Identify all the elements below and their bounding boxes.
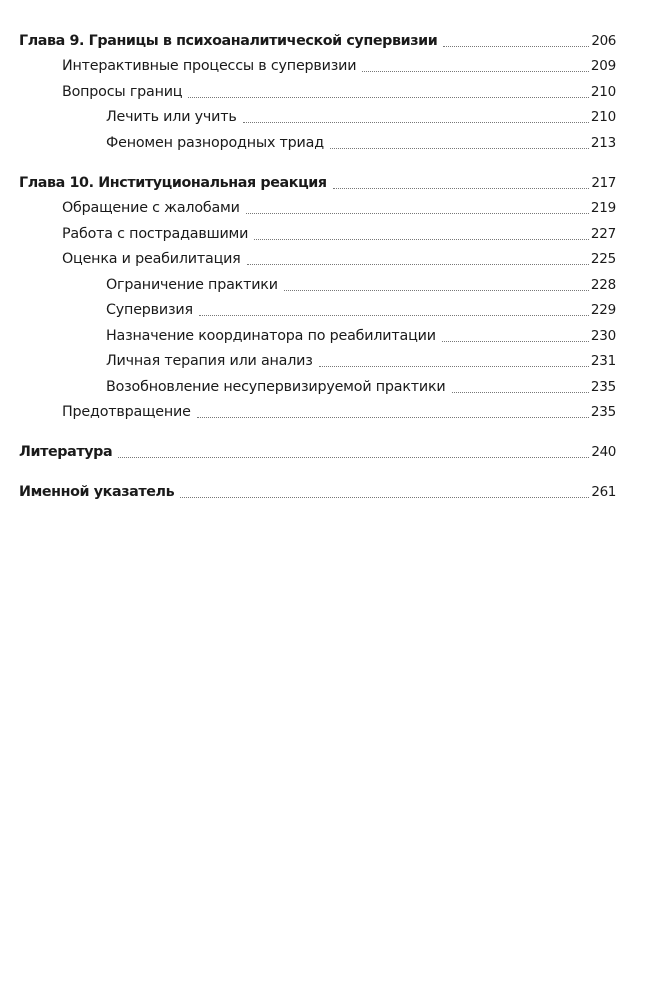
toc-entry-title: Вопросы границ: [62, 83, 183, 100]
dot-leader: [443, 45, 589, 47]
toc-entry-title: Предотвращение: [62, 404, 191, 421]
toc-entry: [0, 374, 646, 400]
toc-entry-page: 213: [590, 134, 616, 151]
toc-entry-title: Лечить или учить: [106, 109, 237, 126]
toc-entry-page: 225: [590, 251, 616, 268]
toc-entry: [0, 79, 646, 105]
dot-leader: [442, 340, 589, 342]
dot-leader: [330, 147, 589, 149]
toc-entry-page: 217: [591, 174, 616, 191]
dot-leader: [247, 263, 589, 265]
dot-leader: [188, 96, 588, 98]
dot-leader: [362, 70, 589, 72]
dot-leader: [197, 416, 589, 418]
toc-entry: [0, 221, 646, 247]
toc-entry: [0, 105, 646, 131]
toc-entry: [0, 247, 646, 273]
dot-leader: [180, 496, 589, 498]
toc-entry-title: Назначение координатора по реабилитации: [106, 327, 436, 344]
dot-leader: [333, 187, 590, 189]
toc-entry-page: 209: [590, 58, 616, 75]
toc-entry-title: Именной указатель: [19, 484, 175, 501]
toc-entry-page: 219: [590, 200, 616, 217]
toc-entry-page: 210: [590, 109, 616, 126]
toc-entry: [0, 349, 646, 375]
dot-leader: [199, 314, 589, 316]
toc-entry: [0, 323, 646, 349]
table-of-contents: [0, 28, 646, 505]
toc-chapter-entry: [0, 28, 646, 54]
toc-entry-page: 206: [591, 32, 616, 49]
toc-entry-page: 210: [590, 83, 616, 100]
toc-entry: [0, 54, 646, 80]
toc-entry-title: Личная терапия или анализ: [106, 353, 313, 370]
toc-entry-page: 227: [590, 225, 616, 242]
toc-chapter-entry: [0, 170, 646, 196]
dot-leader: [452, 391, 589, 393]
toc-entry-title: Глава 10. Институциональная реакция: [19, 174, 327, 191]
toc-entry: [0, 272, 646, 298]
toc-entry-page: 235: [590, 404, 616, 421]
toc-entry-page: 235: [590, 378, 616, 395]
toc-entry: [0, 196, 646, 222]
toc-chapter-entry: [0, 480, 646, 506]
toc-entry: [0, 130, 646, 156]
dot-leader: [246, 212, 589, 214]
toc-entry-page: 261: [591, 484, 616, 501]
toc-entry-page: 240: [591, 444, 616, 461]
toc-entry-title: Супервизия: [106, 302, 193, 319]
dot-leader: [118, 456, 589, 458]
dot-leader: [254, 238, 589, 240]
toc-entry-title: Глава 9. Границы в психоаналитической супервизии: [19, 32, 438, 49]
toc-entry-title: Оценка и реабилитация: [62, 251, 241, 268]
toc-chapter-entry: [0, 440, 646, 466]
toc-entry-page: 230: [590, 327, 616, 344]
dot-leader: [243, 121, 589, 123]
toc-entry-page: 231: [590, 353, 616, 370]
toc-entry-title: Феномен разнородных триад: [106, 134, 324, 151]
toc-entry-page: 228: [590, 276, 616, 293]
toc-entry-title: Интерактивные процессы в супервизии: [62, 58, 357, 75]
toc-entry-title: Литература: [19, 444, 113, 461]
toc-entry: [0, 298, 646, 324]
dot-leader: [284, 289, 589, 291]
toc-entry-title: Обращение с жалобами: [62, 200, 240, 217]
toc-entry-page: 229: [590, 302, 616, 319]
dot-leader: [319, 365, 589, 367]
toc-entry-title: Работа с пострадавшими: [62, 225, 249, 242]
toc-entry-title: Возобновление несупервизируемой практики: [106, 378, 446, 395]
toc-entry: [0, 400, 646, 426]
toc-entry-title: Ограничение практики: [106, 276, 278, 293]
